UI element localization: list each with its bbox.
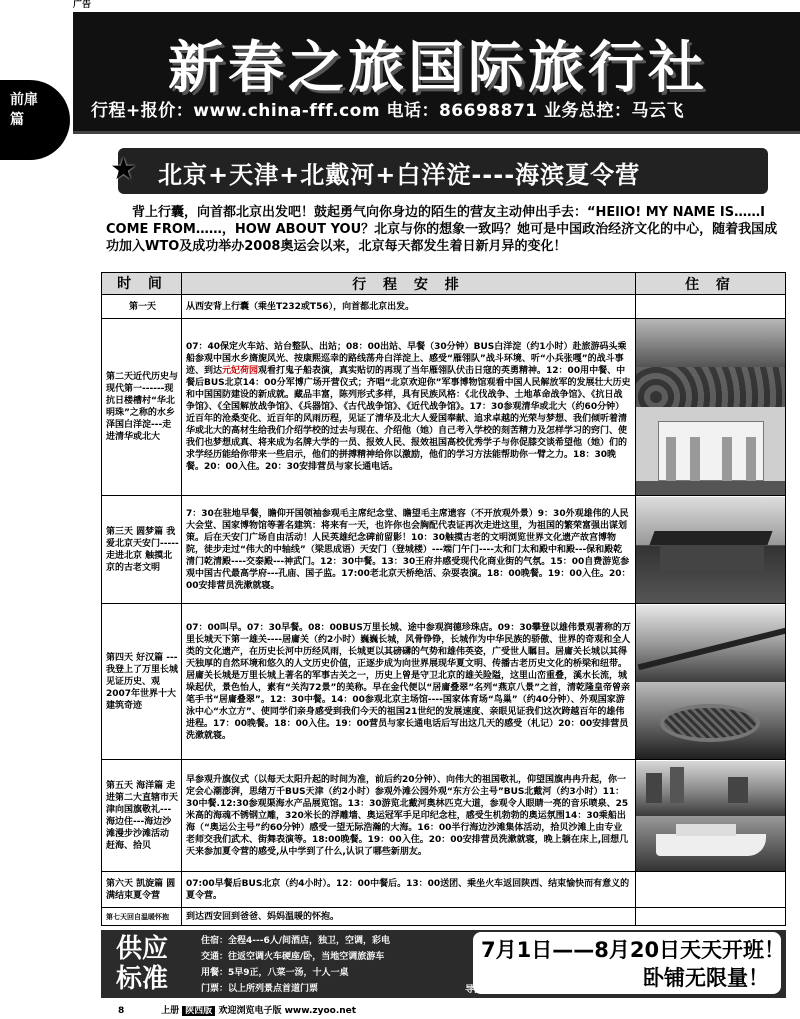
supply-item: 门票：以上所列景点首道门票 xyxy=(201,984,319,994)
page-footer xyxy=(118,1003,568,1017)
day-plan: 从西安背上行囊（乘坐T232或T56），向首都北京出发。 xyxy=(182,295,636,319)
route-title-bar xyxy=(110,148,768,194)
promo-berths: 卧铺无限量！ xyxy=(643,966,769,990)
ad-tag: 广告 xyxy=(73,0,92,10)
agency-name: 新春之旅国际旅行社 xyxy=(168,36,708,101)
day-plan xyxy=(182,319,636,496)
day-label: 第四天 好汉篇 ---我登上了万里长城 见证历史、观2007年世界十大建筑奇迹 xyxy=(102,604,182,760)
stay-cell xyxy=(636,319,786,496)
forbidden-city-photo xyxy=(636,497,785,603)
table-header-row xyxy=(102,273,786,295)
star-icon: ★ xyxy=(110,152,137,187)
day-label: 第三天 圆梦篇 我爱北京天安门-----走进北京 触摸北京的古老文明 xyxy=(102,496,182,604)
header-plan: 行 程 安 排 xyxy=(182,273,636,295)
day-label: 第六天 凯旋篇 圆满结束夏令营 xyxy=(102,872,182,908)
supply-standard-panel xyxy=(101,930,786,998)
section-side-tab-label: 前扉篇 xyxy=(10,92,38,128)
promo-dates: 7月1日——8月20日天天开班！ xyxy=(481,938,786,962)
footer-edition: 陕西版 xyxy=(182,1006,215,1016)
section-side-tab xyxy=(0,80,70,160)
supply-list xyxy=(201,933,471,997)
page-number: 8 xyxy=(118,1006,125,1016)
header-time: 时 间 xyxy=(102,273,182,295)
table-row xyxy=(102,604,786,760)
stay-cell xyxy=(636,295,786,319)
day-plan-part: 07：40保定火车站、站台整队、出站；08：00出站、早餐（30分钟）BUS白洋淀（约1小时）赴旅游码头乘船参观中国水乡旖旎风光、按康熙巡幸的路线荡舟白洋淀上、感受“雁翎队”战斗环境、听“小兵张嘎”的战斗事迹、到达 xyxy=(186,342,627,376)
day-label: 第一天 xyxy=(102,295,182,319)
agency-banner xyxy=(73,12,800,134)
table-row xyxy=(102,872,786,908)
supply-title: 供应标准 xyxy=(115,934,168,994)
footer-section: 上册 xyxy=(161,1006,180,1016)
stay-cell xyxy=(636,760,786,872)
day-plan-part: 观看打鬼子船表演，真实贴切的再现了当年雁翎队伏击日寇的英勇精神。12：00用中餐、中餐后BUS北京14：00分军博广场开营仪式；齐唱“北京欢迎你”军事博物馆观看中国人民解放军的发展壮大历史和中国国防建设的新成就。藏品丰富，陈列形式多样，具有民族风格：《北伐战争、土地革命战争馆》、《抗日战争馆》、《全国解放战争馆》、《兵器馆》、《古代战争馆》、《近代战争馆》。17：30参观清华或北大（约60分钟）近百年的沧桑变化、近百年的风雨历程，见证了清华及北大人爱国奉献、追求卓越的光荣与梦想、我们倾听着清华或北大的高材生给我们介绍学校的过去与现在、介绍他（她）自己考入学校的刻苦精力及怎样学习的窍门、使我们也梦想成真、将来成为名牌大学的一员、报效人民、报效祖国高校优秀学子与你促膝交谈希望他（她）们的求学经历能给你带来一些启示，他们的拼搏精神给你以激励，他们的学习方法能帮助你一臂之力。18：30晚餐。20：00入住。20：30安排营员与家长通电话。 xyxy=(186,366,631,472)
footer-website: 欢迎浏览电子版 www.zyoo.net xyxy=(218,1006,357,1016)
day-plan: 07：00叫早。07：30早餐。08：00BUS万里长城、途中参观润德珍珠店。09：30攀登以雄伟景观著称的万里长城天下第一雄关----居庸关（约2小时）巍巍长城，风骨铮铮，长城作为中华民族的骄傲、世界的奇观和全人类的文化遗产，在历史长河中历经风雨，长城更以其磅礴的气势和雄伟英姿，广受世人瞩目。居庸关长城以其得天独厚的自然环境和悠久的人文历史价值，正逐步成为向世界展现华夏文明、传播古老历史文化的桥梁和纽带。居庸关长城是万里长城上著名的军事古关之一，历史上曾是守卫北京的雄关险隘，这里山峦重叠，溪水长流，城垛起伏，景色怡人，素有“关沟72景”的美称。早在金代便以“居庸叠翠”名列“燕京八景”之首，清乾隆皇帝曾亲笔手书“居庸叠翠”。12：30中餐。14：00参观北京主场馆----国家体育场“鸟巢”（约40分钟）、外观国家游泳中心“水立方”、使同学们亲身感受到我们今天的祖国21世纪的发展速度、亲眼见证我们这次跨越百年的雄伟进程。17：00晚餐。18：00入住。19：00营员与家长通电话后写出这几天的感受（札记）20：00安排营员洗漱就寝。 xyxy=(182,604,636,760)
agency-contact-line: 行程+报价：www.china-fff.com 电话：86698871 业务总控：马云飞 xyxy=(91,101,685,121)
day-plan: 到达西安回到爸爸、妈妈温暖的怀抱。 xyxy=(182,908,636,926)
highlight-venue: 元妃荷园 xyxy=(222,366,259,376)
day-label: 第七天回自温暖怀抱 xyxy=(102,908,182,926)
supply-item: 用餐：5早9正，八菜一汤，十人一桌 xyxy=(201,968,349,978)
stay-cell xyxy=(636,496,786,604)
day-label: 第二天近代历史与现代第一------现抗日楼槽村“华北明珠”之称的水乡泽国白洋淀---走进清华或北大 xyxy=(102,319,182,496)
header-stay: 住 宿 xyxy=(636,273,786,295)
day-label: 第五天 海洋篇 走进第二大直辖市天津向国旗敬礼---海边住---海边沙滩漫步沙滩活动 赶海、拾贝 xyxy=(102,760,182,872)
day-plan: 早参观升旗仪式（以每天太阳升起的时间为准，前后约20分钟）、向伟大的祖国敬礼，仰望国旗冉冉升起，你一定会心潮澎湃，思绪万千BUS天津（约2小时）参观外滩公园外观“东方公主号”BUS北戴河（约3小时）11：30中餐.12:30参观渠海水产品展览馆。13：30游览北戴河奥林匹克大道，参观令人眼睛一亮的音乐喷泉、25米高的海魂不锈钢立雕，320米长的浮雕墙、奥运冠军手足印纪念柱，感受生机勃勃的奥运氛围14：30乘船出海（“奥运公主号”约60分钟）感受一望无际浩瀚的大海。16：00半行海边沙滩集体活动，拾贝沙滩上由专业老师交我们武术、街舞表演等。18:00晚餐。19：00入住。20：00安排营员洗漱就寝，晚上躺在床上,回想几天来参加夏令营的感受,从中学到了什么,认识了哪些新朋友。 xyxy=(182,760,636,872)
birds-nest-photo xyxy=(636,682,785,759)
day-plan: 7：30在驻地早餐，瞻仰开国领袖参观毛主席纪念堂、瞻望毛主席遗容（不开放观外景）9：30外观雄伟的人民大会堂、国家博物馆等著名建筑：将来有一天，也许你也会胸配代表证再次走进这里，为祖国的繁荣富强出谋划策。后在天安门广场自由活动！人民英雄纪念碑前留影！10：30触摸古老的文明浏览世界文化遗产故宫博物院，徒步走过“伟大的中轴线”（梁思成语）天安门（登城楼）---端门午门----太和门太和殿中和殿---保和殿乾清门乾清殿----交泰殿---神武门。12：30中餐。13：30王府井感受现代化商业街的气氛。15：00自费游览参观中国古代最高学府---孔庙、国子监。17:00老北京天桥绝活、杂耍表演。18：00晚餐。19：00入住。20：00安排营员洗漱就寝。 xyxy=(182,496,636,604)
stay-cell xyxy=(636,604,786,760)
table-row xyxy=(102,295,786,319)
seaside-city-photo xyxy=(636,761,785,816)
stay-cell xyxy=(636,908,786,926)
university-gate-photo xyxy=(636,407,785,495)
great-wall-photo xyxy=(636,605,785,682)
table-row xyxy=(102,760,786,872)
itinerary-table xyxy=(101,272,786,926)
table-row xyxy=(102,496,786,604)
supply-item: 交通：往返空调火车硬座/卧，当地空调旅游车 xyxy=(201,952,385,962)
intro-paragraph: 背上行囊，向首都北京出发吧！鼓起勇气向你身边的陌生的营友主动伸出手去：“HEllO! MY NAME IS……I COME FROM……，HOW ABOUT YOU？北京与你的想象一致吗？她可是中国政治经济文化的中心，随着我国成功加入WTO及成功举办2008奥运会以来，北京每天都发生着日新月异的变化！ xyxy=(106,205,778,254)
guide-note: 导游：持证优秀导游全程服务 xyxy=(465,985,583,995)
lotus-pond-photo xyxy=(636,319,785,407)
supply-item: 住宿：全程4---6人/间酒店，独卫，空调，彩电 xyxy=(201,936,391,946)
day-plan: 07:00早餐后BUS北京（约4小时）。12：00中餐后。13：00送团、乘坐火车返回陕西、结束愉快而有意义的夏令营。 xyxy=(182,872,636,908)
table-row xyxy=(102,908,786,926)
table-row xyxy=(102,319,786,496)
stay-cell xyxy=(636,872,786,908)
cruise-ship-photo xyxy=(636,816,785,871)
route-title: 北京+天津+北戴河+白洋淀----海滨夏令营 xyxy=(158,161,641,189)
